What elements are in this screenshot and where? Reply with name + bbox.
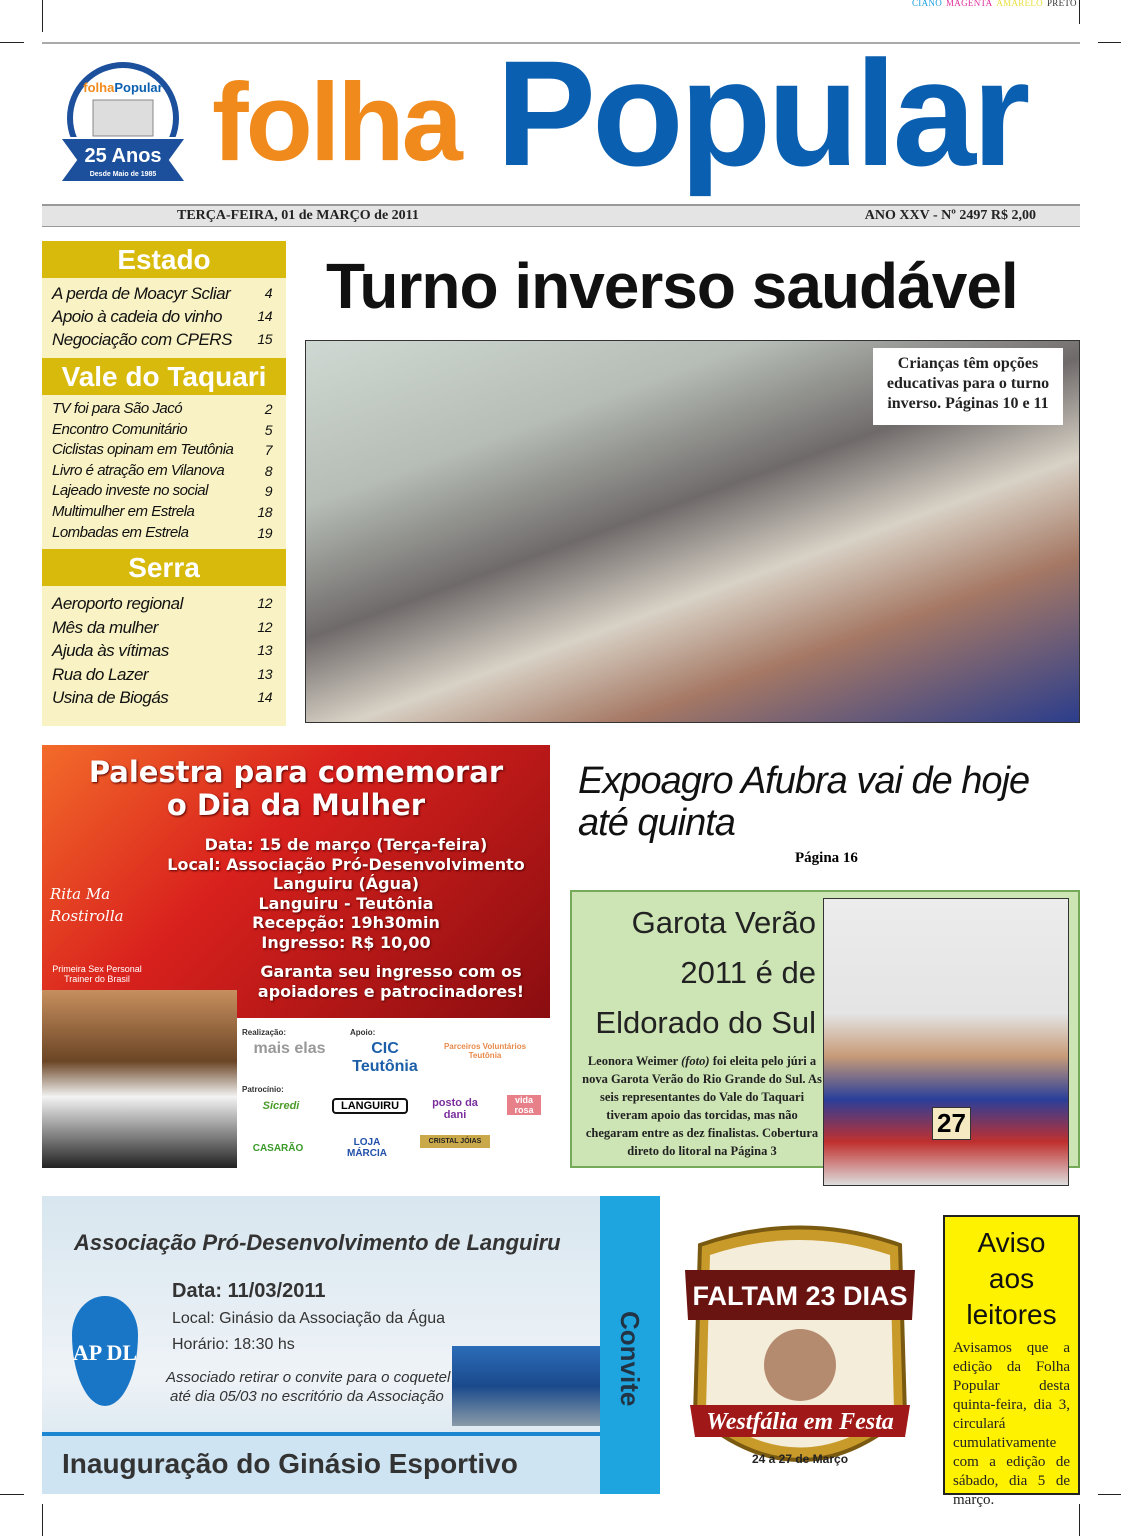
item-page: 13 <box>257 665 272 682</box>
item-page: 4 <box>264 285 272 301</box>
lead-photo-caption: Crianças têm opções educativas para o turno inverso. Páginas 10 e 11 <box>873 348 1063 425</box>
ad-line: Recepção: 19h30min <box>252 913 440 932</box>
index-item[interactable] <box>52 592 272 616</box>
index-item[interactable] <box>52 639 272 663</box>
item-label: Lajeado investe no social <box>52 482 208 500</box>
index-item[interactable] <box>52 305 272 328</box>
logo-casarao: CASARÃO <box>252 1143 304 1154</box>
apdl-note: até dia 05/03 no escritório da Associação <box>170 1388 444 1405</box>
logo-loja-marcia: LOJA MÁRCIA <box>347 1137 387 1159</box>
item-label: Multimulher em Estrela <box>52 502 195 520</box>
sash-number: 27 <box>932 1107 971 1140</box>
garota-headline <box>580 898 816 1048</box>
item-label: Ajuda às vítimas <box>52 641 169 661</box>
index-sidebar <box>42 241 286 726</box>
section-header-serra: Serra <box>42 549 286 586</box>
item-page: 18 <box>257 503 272 520</box>
item-label: Rua do Lazer <box>52 664 149 684</box>
logo-vida-rosa: vida rosa <box>507 1095 541 1115</box>
black-label: PRETO <box>1046 0 1077 8</box>
crop-mark <box>0 1494 24 1495</box>
body-text: foi eleita pelo júri a nova Garota Verão do Rio Grande do Sul. As seis representantes do Vale do Taquari tiveram apoio das torcidas, mas não chegaram entre as dez finalistas. Cobertura direto do litoral na Página 3 <box>582 1054 822 1158</box>
yellow-label: AMARELO <box>996 0 1043 8</box>
masthead-title-popular: Popular <box>496 29 1027 197</box>
item-page: 8 <box>264 462 272 479</box>
item-label: Usina de Biogás <box>52 688 169 708</box>
section-header-estado: Estado <box>42 241 286 278</box>
apdl-drop-logo: AP DL <box>72 1296 138 1406</box>
crop-mark <box>42 0 43 32</box>
apoio-label: Apoio: <box>350 1028 376 1037</box>
apdl-local: Local: Ginásio da Associação da Água <box>172 1310 446 1327</box>
index-list-vale <box>42 395 286 549</box>
ad-line: Ingresso: R$ 10,00 <box>261 932 431 952</box>
index-list-estado <box>42 278 286 357</box>
item-label: Mês da mulher <box>52 617 158 637</box>
item-label: Lombadas em Estrela <box>52 523 189 541</box>
expoagro-page-ref: Página 16 <box>795 850 858 866</box>
index-item[interactable] <box>52 616 272 640</box>
item-page: 9 <box>264 483 272 500</box>
ad-line: Languiru - Teutônia <box>258 893 434 913</box>
item-page: 13 <box>257 642 272 659</box>
festival-characters-illustration <box>764 1329 836 1401</box>
item-page: 19 <box>257 524 272 541</box>
anniversary-badge-logo <box>58 60 188 190</box>
ad-line: Languiru (Água) <box>272 874 420 893</box>
apdl-time: Horário: 18:30 hs <box>172 1336 295 1353</box>
index-item[interactable] <box>52 481 272 502</box>
item-label: Livro é atração em Vilanova <box>52 461 225 479</box>
ad-cta <box>232 962 550 1002</box>
magenta-label: MAGENTA <box>946 0 993 8</box>
garota-verao-photo <box>823 898 1069 1186</box>
crop-mark <box>42 1504 43 1536</box>
index-item[interactable] <box>52 420 272 441</box>
item-label: Negociação com CPERS <box>52 330 232 349</box>
item-page: 15 <box>257 331 272 347</box>
logo-posto-da-dani: posto da dani <box>432 1097 478 1121</box>
headline-line: 2011 é de <box>680 955 816 990</box>
gym-building-image <box>452 1346 600 1426</box>
apdl-org-name: Associação Pró-Desenvolvimento de Languiru <box>74 1230 561 1255</box>
logo-languiru: LANGUIRU <box>332 1098 408 1114</box>
index-item[interactable] <box>52 502 272 523</box>
item-page: 12 <box>257 618 272 635</box>
speaker-photo <box>42 990 237 1168</box>
convite-label: Convite <box>600 1196 660 1494</box>
index-item[interactable] <box>52 399 272 420</box>
aviso-aos-leitores-box <box>943 1215 1080 1508</box>
ad-title-line2: o Dia da Mulher <box>166 788 426 822</box>
index-item[interactable] <box>52 663 272 687</box>
index-item[interactable] <box>52 686 272 710</box>
svg-text:Desde Maio de 1985: Desde Maio de 1985 <box>89 171 157 178</box>
issue-date: TERÇA-FEIRA, 01 de MARÇO de 2011 <box>177 208 419 223</box>
logo-cic: CIC Teutônia <box>352 1040 418 1075</box>
festival-dates: 24 a 27 de Março <box>751 1452 849 1466</box>
crop-mark <box>0 42 24 43</box>
westfalia-festival-badge[interactable] <box>680 1215 920 1495</box>
ad-title-line1: Palestra para comemorar <box>88 755 504 789</box>
crop-mark <box>1079 1504 1080 1536</box>
headline-line: Garota Verão <box>631 905 816 940</box>
apdl-footer-text: Inauguração do Ginásio Esportivo <box>62 1448 518 1479</box>
ad-line: Local: Associação Pró-Desenvolvimento <box>167 854 525 874</box>
index-item[interactable] <box>52 461 272 482</box>
speaker-tagline: Primeira Sex Personal Trainer do Brasil <box>52 964 142 984</box>
aviso-body: Avisamos que a edição da Folha Popular desta quinta-feira, dia 3, circulará cumulativamente com a edição de sábado, dia 5 de março. <box>953 1340 1070 1508</box>
item-page: 14 <box>257 308 272 324</box>
expoagro-headline[interactable]: Expoagro Afubra vai de hoje até quinta <box>578 760 1030 844</box>
logo-mais-elas: mais elas <box>253 1040 326 1057</box>
countdown-banner: FALTAM 23 DIAS <box>692 1281 908 1311</box>
lead-headline[interactable]: Turno inverso saudável <box>326 250 1018 322</box>
item-page: 14 <box>257 689 272 706</box>
item-label: Ciclistas opinam em Teutônia <box>52 441 234 459</box>
crop-mark <box>1098 1494 1121 1495</box>
apdl-note: Associado retirar o convite para o coquetel <box>166 1369 451 1386</box>
index-item[interactable] <box>52 523 272 544</box>
cyan-label: CIANO <box>912 0 942 8</box>
festival-name: Westfália em Festa <box>706 1409 894 1435</box>
index-item[interactable] <box>52 328 272 351</box>
ad-palestra-dia-da-mulher[interactable] <box>42 745 550 1168</box>
section-header-vale: Vale do Taquari <box>42 358 286 395</box>
ad-apdl-convite[interactable] <box>42 1196 660 1494</box>
ad-cta-line: apoiadores e patrocinadores! <box>257 982 525 1001</box>
svg-text:folhaPopular: folhaPopular <box>83 80 163 95</box>
speaker-signature: Rita Ma Rostirolla <box>50 885 124 925</box>
ad-cta-line: Garanta seu ingresso com os <box>260 962 522 981</box>
realizacao-label: Realização: <box>242 1028 287 1037</box>
ad-line: Data: 15 de março (Terça-feira) <box>204 835 488 854</box>
patrocinio-label: Patrocínio: <box>242 1085 284 1094</box>
item-page: 2 <box>264 401 272 417</box>
index-list-serra <box>42 586 286 716</box>
item-page: 12 <box>257 595 272 612</box>
logo-parceiros-voluntarios: Parceiros Voluntários Teutônia <box>443 1042 527 1060</box>
item-label: A perda de Moacyr Scliar <box>52 284 231 303</box>
logo-sicredi: Sicredi <box>262 1100 300 1112</box>
headline-line: Eldorado do Sul <box>595 1005 816 1040</box>
index-item[interactable] <box>52 440 272 461</box>
crop-mark <box>1098 42 1121 43</box>
aviso-title: Aviso aos leitores <box>966 1227 1057 1330</box>
body-emphasis: (foto) <box>681 1054 710 1068</box>
body-text: Leonora Weimer <box>587 1054 682 1068</box>
svg-text:25 Anos: 25 Anos <box>84 145 162 167</box>
item-page: 7 <box>264 442 272 459</box>
item-label: Encontro Comunitário <box>52 420 188 438</box>
masthead-title-folha: folha <box>212 61 460 184</box>
ad-details <box>142 835 550 952</box>
edition-info: ANO XXV - Nº 2497 R$ 2,00 <box>864 208 1036 223</box>
logo-cristal-joias: CRISTAL JÓIAS <box>420 1135 490 1148</box>
item-label: Apoio à cadeia do vinho <box>52 307 222 326</box>
apdl-footer-bar <box>42 1432 600 1494</box>
item-label: TV foi para São Jacó <box>52 400 183 417</box>
garota-body <box>582 1052 822 1160</box>
index-item[interactable] <box>52 282 272 305</box>
item-page: 5 <box>264 421 272 438</box>
date-bar <box>42 204 1080 227</box>
item-label: Aeroporto regional <box>52 594 183 614</box>
color-registration <box>912 0 1081 8</box>
apdl-date: Data: 11/03/2011 <box>172 1280 326 1302</box>
